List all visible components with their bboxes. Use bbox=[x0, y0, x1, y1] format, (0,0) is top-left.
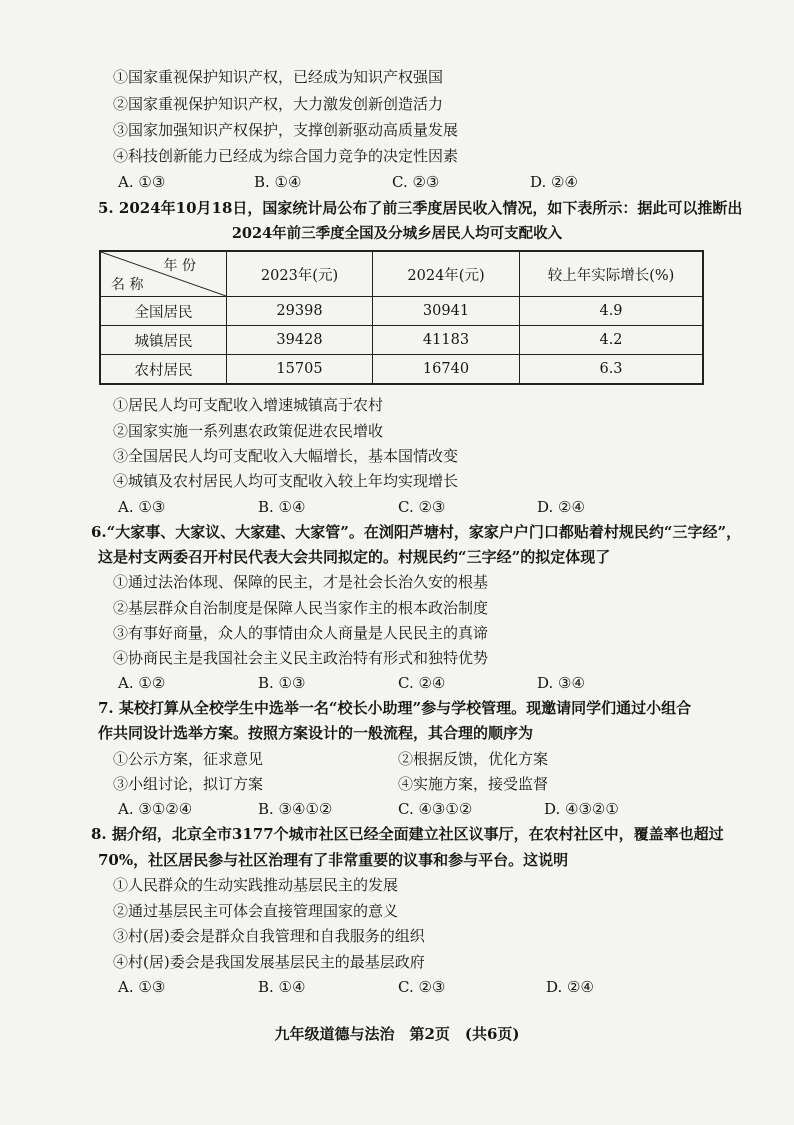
cell-2024: 41183 bbox=[373, 326, 520, 355]
q7-step-4: ④实施方案，接受监督 bbox=[398, 775, 549, 793]
col-header-2023: 2023年(元) bbox=[227, 251, 373, 297]
table-caption: 2024年前三季度全国及分城乡居民人均可支配收入 bbox=[231, 225, 563, 242]
q6-statement-4: ④协商民主是我国社会主义民主政治特有形式和独特优势 bbox=[113, 649, 489, 667]
q8-option-c: C. ②③ bbox=[398, 978, 446, 996]
q6-option-b: B. ①③ bbox=[258, 674, 306, 692]
q7-option-c: C. ④③①② bbox=[398, 800, 473, 818]
q8-statement-2: ②通过基层民主可体会直接管理国家的意义 bbox=[113, 902, 399, 920]
q5-statement-3: ③全国居民人均可支配收入大幅增长，基本国情改变 bbox=[113, 447, 459, 465]
table-row bbox=[100, 326, 703, 355]
q7-stem-line-1: 7. 某校打算从全校学生中选举一名“校长小助理”参与学校管理。现邀请同学们通过小组合 bbox=[98, 699, 692, 717]
income-table bbox=[99, 250, 704, 385]
q5-stem: 5. 2024年10月18日，国家统计局公布了前三季度居民收入情况，如下表所示：据此可以推断出 bbox=[98, 199, 743, 217]
q4-option-c: C. ②③ bbox=[392, 173, 440, 191]
cell-growth: 6.3 bbox=[520, 355, 704, 385]
cell-growth: 4.2 bbox=[520, 326, 704, 355]
q4-option-d: D. ②④ bbox=[530, 173, 578, 191]
corner-label-year: 年 份 bbox=[163, 258, 196, 274]
q6-stem-line-2: 这是村支两委召开村民代表大会共同拟定的。村规民约“三字经”的拟定体现了 bbox=[98, 548, 611, 566]
q5-option-d: D. ②④ bbox=[537, 498, 585, 516]
row-label: 城镇居民 bbox=[100, 326, 227, 355]
q6-option-d: D. ③④ bbox=[537, 674, 585, 692]
q6-statement-3: ③有事好商量，众人的事情由众人商量是人民民主的真谛 bbox=[113, 624, 489, 642]
cell-2024: 30941 bbox=[373, 297, 520, 326]
q7-step-3: ③小组讨论，拟订方案 bbox=[113, 775, 264, 793]
q6-stem-line-1: 6.“大家事、大家议、大家建、大家管”。在浏阳芦塘村，家家户户门口都贴着村规民约“三字经”， bbox=[91, 523, 742, 541]
corner-label-name: 名 称 bbox=[111, 277, 144, 293]
cell-2023: 29398 bbox=[227, 297, 373, 326]
q5-statement-2: ②国家实施一系列惠农政策促进农民增收 bbox=[113, 422, 384, 440]
q4-option-a: A. ①③ bbox=[118, 173, 166, 191]
q6-statement-2: ②基层群众自治制度是保障人民当家作主的根本政治制度 bbox=[113, 599, 489, 617]
q7-option-b: B. ③④①② bbox=[258, 800, 333, 818]
q7-option-a: A. ③①②④ bbox=[118, 800, 193, 818]
q8-statement-3: ③村(居)委会是群众自我管理和自我服务的组织 bbox=[113, 927, 425, 945]
q8-option-a: A. ①③ bbox=[118, 978, 166, 996]
q8-stem-line-1: 8. 据介绍，北京全市3177个城市社区已经全面建立社区议事厅，在农村社区中，覆盖率也超过 bbox=[91, 825, 724, 843]
q8-statement-4: ④村(居)委会是我国发展基层民主的最基层政府 bbox=[113, 953, 425, 971]
table-corner-cell bbox=[100, 251, 227, 297]
q4-statement-1: ①国家重视保护知识产权，已经成为知识产权强国 bbox=[113, 68, 444, 86]
table-row bbox=[100, 355, 703, 385]
table-row bbox=[100, 297, 703, 326]
q8-stem-line-2: 70%，社区居民参与社区治理有了非常重要的议事和参与平台。这说明 bbox=[98, 851, 569, 869]
q8-statement-1: ①人民群众的生动实践推动基层民主的发展 bbox=[113, 876, 399, 894]
q7-stem-line-2: 作共同设计选举方案。按照方案设计的一般流程，其合理的顺序为 bbox=[98, 724, 534, 742]
col-header-2024: 2024年(元) bbox=[373, 251, 520, 297]
q6-option-c: C. ②④ bbox=[398, 674, 446, 692]
q4-statement-3: ③国家加强知识产权保护，支撑创新驱动高质量发展 bbox=[113, 121, 459, 139]
q8-option-b: B. ①④ bbox=[258, 978, 306, 996]
col-header-growth: 较上年实际增长(%) bbox=[520, 251, 704, 297]
q4-statement-2: ②国家重视保护知识产权，大力激发创新创造活力 bbox=[113, 95, 444, 113]
cell-growth: 4.9 bbox=[520, 297, 704, 326]
page-footer: 九年级道德与法治 第2页 (共6页) bbox=[274, 1025, 520, 1043]
cell-2023: 15705 bbox=[227, 355, 373, 385]
cell-2023: 39428 bbox=[227, 326, 373, 355]
q8-option-d: D. ②④ bbox=[546, 978, 594, 996]
q7-step-1: ①公示方案，征求意见 bbox=[113, 750, 264, 768]
q6-statement-1: ①通过法治体现、保障的民主，才是社会长治久安的根基 bbox=[113, 573, 489, 591]
row-label: 全国居民 bbox=[100, 297, 227, 326]
q4-option-b: B. ①④ bbox=[254, 173, 302, 191]
q5-option-b: B. ①④ bbox=[258, 498, 306, 516]
q7-step-2: ②根据反馈，优化方案 bbox=[398, 750, 549, 768]
row-label: 农村居民 bbox=[100, 355, 227, 385]
cell-2024: 16740 bbox=[373, 355, 520, 385]
q4-statement-4: ④科技创新能力已经成为综合国力竞争的决定性因素 bbox=[113, 147, 459, 165]
q5-option-a: A. ①③ bbox=[118, 498, 166, 516]
q6-option-a: A. ①② bbox=[118, 674, 166, 692]
q5-statement-4: ④城镇及农村居民人均可支配收入较上年均实现增长 bbox=[113, 472, 459, 490]
q5-option-c: C. ②③ bbox=[398, 498, 446, 516]
q7-option-d: D. ④③②① bbox=[544, 800, 619, 818]
q5-statement-1: ①居民人均可支配收入增速城镇高于农村 bbox=[113, 396, 384, 414]
